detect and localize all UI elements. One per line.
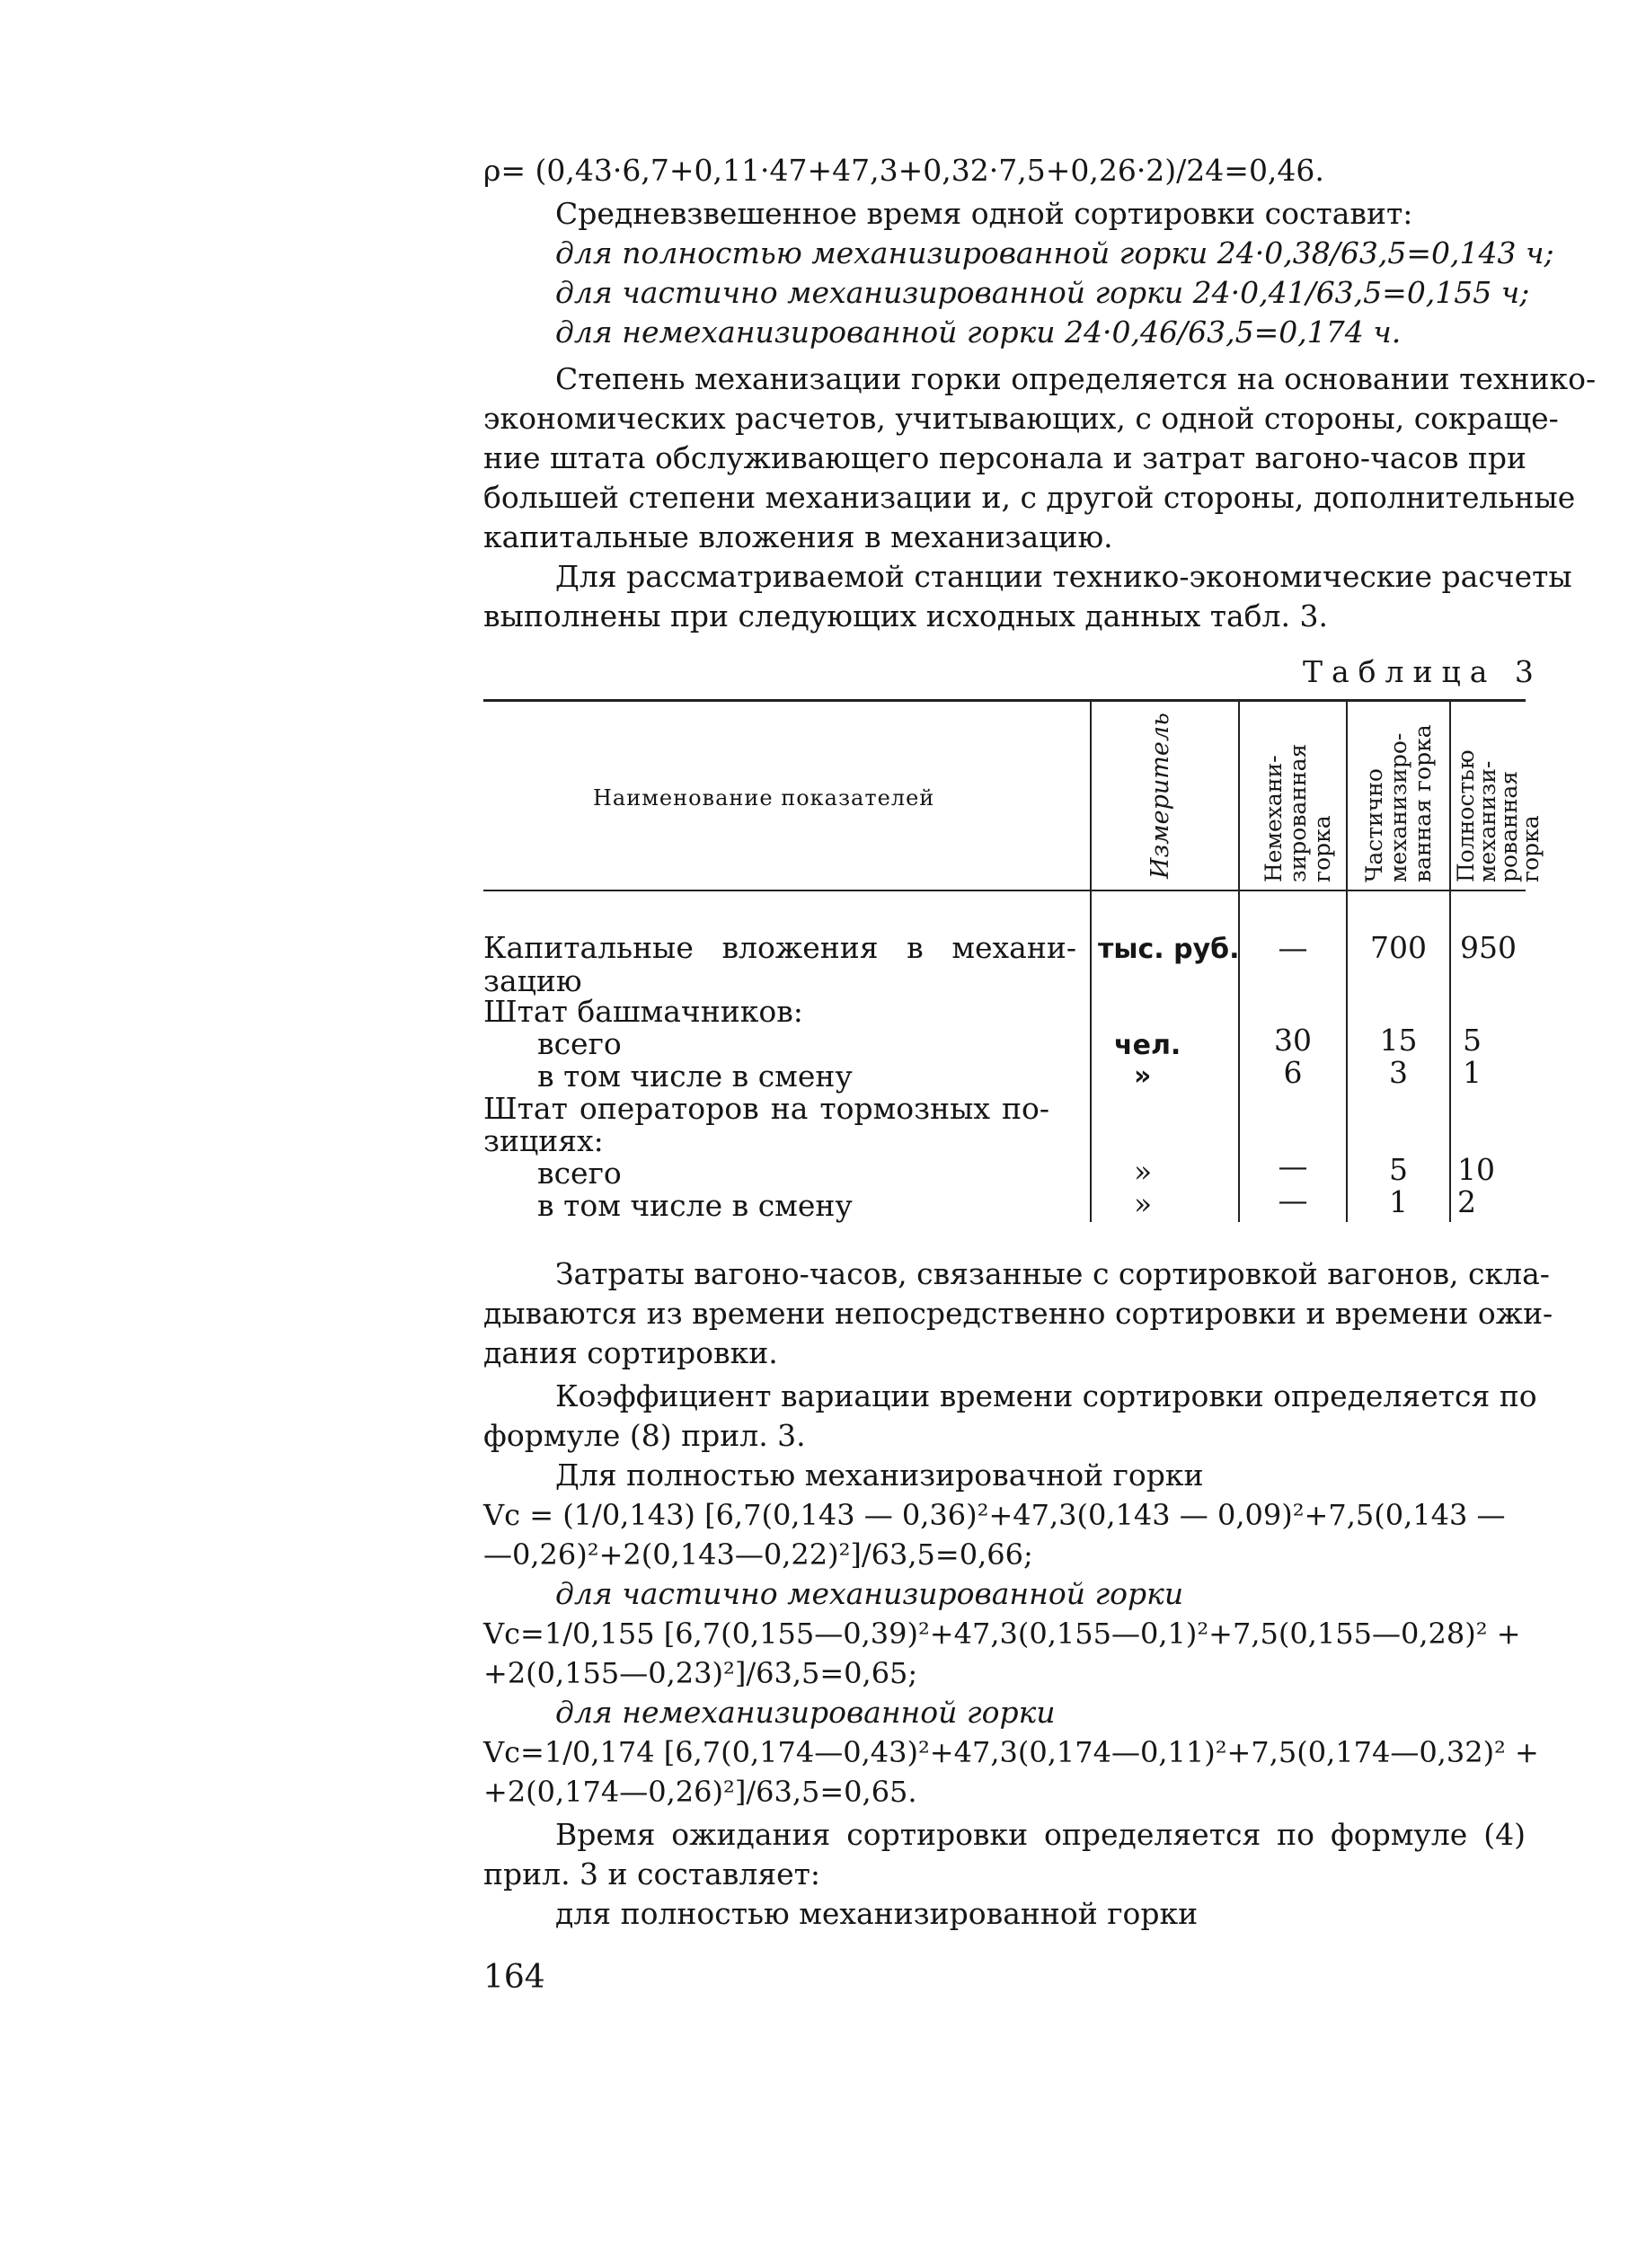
row-oper-shift-label: в том числе в смену <box>537 1188 853 1223</box>
row-shoe-shift-v2: 3 <box>1389 1055 1408 1090</box>
para2-line2: выполнены при следующих исходных данных табл. 3. <box>483 598 1328 633</box>
para1-line3: ние штата обслуживающего персонала и затрат вагоно-часов при <box>483 440 1527 475</box>
row-oper-total-v3: 10 <box>1457 1152 1495 1187</box>
para2-line1: Для рассматриваемой станции технико-экономические расчеты <box>555 559 1572 594</box>
row-capital-label2: зацию <box>483 963 582 998</box>
row-oper-header: Штат операторов на тормозных по- <box>483 1091 1049 1126</box>
row-shoe-total-label: всего <box>537 1026 622 1061</box>
header-col3-l3: рованная <box>1496 770 1522 882</box>
vc-full-title: Для полностью механизировачной горки <box>555 1457 1204 1493</box>
para1-line2: экономических расчетов, учитывающих, с одной стороны, сокраще- <box>483 401 1559 436</box>
vc-none-line2: +2(0,174—0,26)²]/63,5=0,65. <box>483 1775 917 1809</box>
row-oper-shift-v1: — <box>1278 1183 1308 1218</box>
row-shoe-shift-v3: 1 <box>1463 1055 1482 1090</box>
row-capital-unit: тыс. руб. <box>1098 934 1240 965</box>
row-shoe-shift-unit: » <box>1134 1060 1152 1092</box>
header-col1-l2: зированная <box>1285 743 1311 882</box>
row-shoe-header: Штат башмачников: <box>483 994 803 1029</box>
header-col1-l3: горка <box>1309 815 1335 882</box>
vc-part-line1: Vc=1/0,155 [6,7(0,155—0,39)²+47,3(0,155—0,1)²+7,5(0,155—0,28)² + <box>483 1617 1521 1651</box>
vc-part-line2: +2(0,155—0,23)²]/63,5=0,65; <box>483 1656 918 1690</box>
row-shoe-shift-label: в том числе в смену <box>537 1059 853 1094</box>
para4-line2: формуле (8) прил. 3. <box>483 1418 806 1453</box>
wait-line2: прил. 3 и составляет: <box>483 1856 821 1891</box>
table-caption: Таблица 3 <box>1303 654 1543 689</box>
para4-line1: Коэффициент вариации времени сортировки определяется по <box>555 1378 1537 1413</box>
avg-intro: Средневзвешенное время одной сортировки составит: <box>555 196 1413 231</box>
table-top-rule <box>483 699 1526 702</box>
table-header-rule <box>483 890 1526 891</box>
table-vline-1 <box>1090 701 1092 1222</box>
avg-none: для немеханизированной горки 24·0,46/63,5=0,174 ч. <box>555 315 1402 350</box>
row-shoe-total-unit: чел. <box>1114 1030 1181 1061</box>
para3-line1: Затраты вагоно-часов, связанные с сортировкой вагонов, скла- <box>555 1256 1550 1291</box>
header-col3-l2: механизи- <box>1474 760 1500 882</box>
row-shoe-total-v3: 5 <box>1463 1023 1482 1058</box>
para3-line2: дываются из времени непосредственно сортировки и времени ожи- <box>483 1296 1553 1331</box>
row-shoe-shift-v1: 6 <box>1283 1055 1303 1090</box>
row-oper-header2: зициях: <box>483 1123 604 1158</box>
para1-line4: большей степени механизации и, с другой стороны, дополнительные <box>483 480 1576 515</box>
header-col2-l3: ванная горка <box>1410 724 1436 882</box>
avg-full: для полностью механизированной горки 24·0,38/63,5=0,143 ч; <box>555 235 1554 270</box>
header-col3-l1: Полностью <box>1453 749 1479 882</box>
wait-line1: Время ожидания сортировки определяется по формуле (4) <box>555 1817 1526 1852</box>
header-col3-l4: горка <box>1518 815 1544 882</box>
vc-none-line1: Vc=1/0,174 [6,7(0,174—0,43)²+47,3(0,174—0,11)²+7,5(0,174—0,32)² + <box>483 1735 1539 1769</box>
row-oper-shift-v2: 1 <box>1389 1184 1408 1219</box>
header-col2-l1: Частично <box>1361 768 1387 882</box>
row-oper-total-unit: » <box>1134 1154 1153 1189</box>
row-shoe-total-v1: 30 <box>1274 1023 1312 1058</box>
vc-full-line2: —0,26)²+2(0,143—0,22)²]/63,5=0,66; <box>483 1537 1033 1572</box>
vc-full-line1: Vc = (1/0,143) [6,7(0,143 — 0,36)²+47,3(0,143 — 0,09)²+7,5(0,143 — <box>483 1498 1506 1532</box>
row-capital-v3: 950 <box>1460 930 1517 965</box>
row-capital-v1: — <box>1278 930 1308 965</box>
para1-line5: капитальные вложения в механизацию. <box>483 519 1113 554</box>
para3-line3: дания сортировки. <box>483 1335 778 1370</box>
page-number: 164 <box>483 1959 545 1996</box>
para1-line1: Степень механизации горки определяется на основании технико- <box>555 361 1597 396</box>
vc-none-title: для немеханизированной горки <box>555 1695 1056 1730</box>
header-col1-l1: Немехани- <box>1261 755 1287 882</box>
row-shoe-total-v2: 15 <box>1379 1023 1418 1058</box>
header-col2-l2: механизиро- <box>1385 732 1411 882</box>
row-oper-total-label: всего <box>537 1156 622 1191</box>
avg-part: для частично механизированной горки 24·0,41/63,5=0,155 ч; <box>555 275 1530 310</box>
row-oper-shift-v3: 2 <box>1457 1184 1476 1219</box>
rho-equation: ρ= (0,43·6,7+0,11·47+47,3+0,32·7,5+0,26·2)/24=0,46. <box>483 153 1324 188</box>
vc-part-title: для частично механизированной горки <box>555 1576 1184 1611</box>
row-oper-total-v2: 5 <box>1389 1152 1408 1187</box>
row-oper-total-v1: — <box>1278 1148 1308 1183</box>
header-unit: Измеритель <box>1146 713 1174 879</box>
row-capital-v2: 700 <box>1370 930 1427 965</box>
wait-full: для полностью механизированной горки <box>555 1896 1199 1931</box>
row-capital-label: Капитальные вложения в механи- <box>483 930 1076 965</box>
row-oper-shift-unit: » <box>1134 1186 1153 1221</box>
header-name: Наименование показателей <box>593 785 935 811</box>
